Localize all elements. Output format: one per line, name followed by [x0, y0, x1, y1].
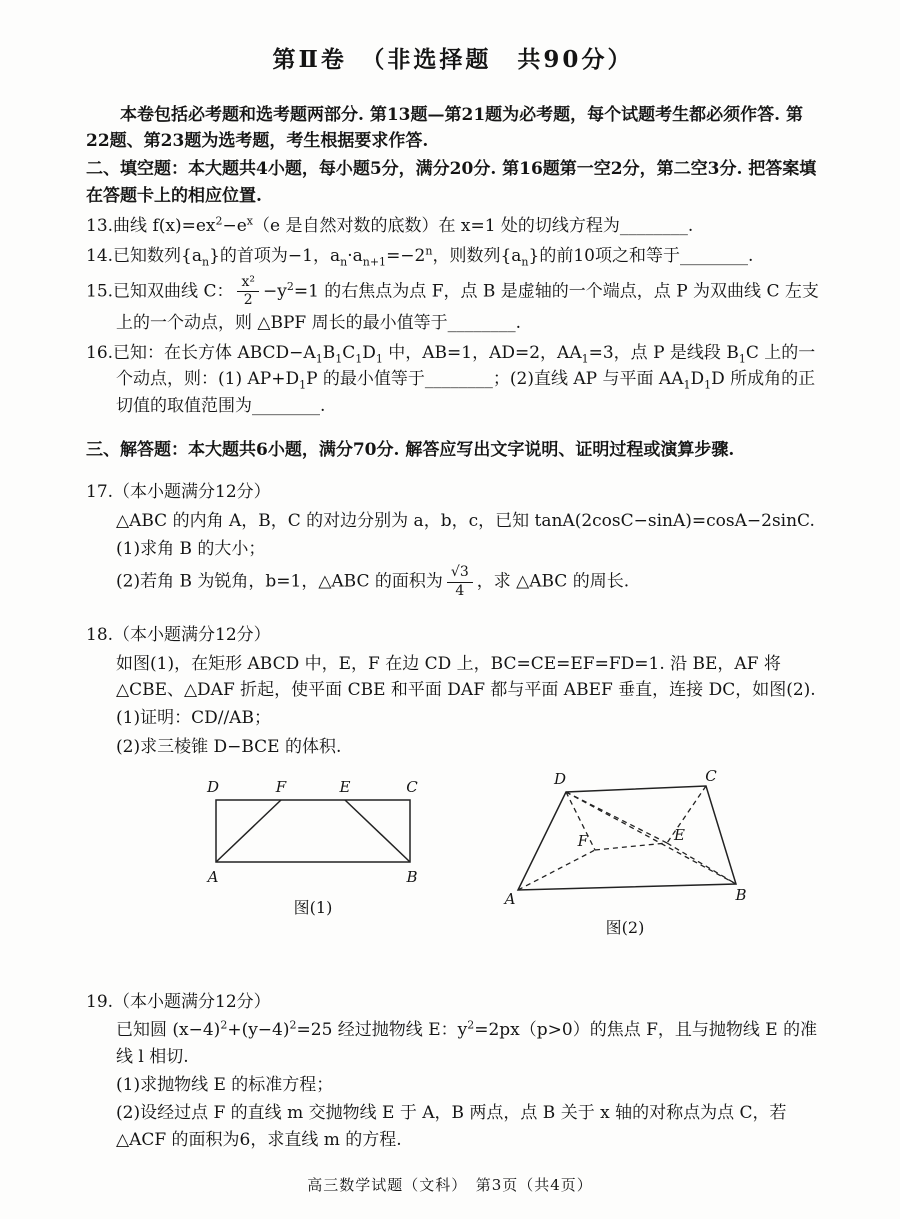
figure-row: [86, 770, 820, 941]
q15-post0: −y: [262, 281, 287, 302]
fig1-label-C: C: [406, 778, 418, 797]
q16-seg2: B: [322, 343, 336, 364]
fig1-label-F: F: [275, 778, 287, 797]
q18-part2: (2)求三棱锥 D−BCE 的体积.: [116, 736, 342, 757]
q16-sub7: 1: [375, 352, 383, 366]
q14-seg2: }的首项为−1，a: [209, 246, 341, 267]
fig2-edge-AF: [518, 850, 595, 890]
q13-sup1: 2: [215, 214, 223, 228]
q14-seg6: =−2: [386, 246, 426, 267]
figure1-caption: 图(1): [293, 898, 333, 918]
q17-fraction: [447, 564, 473, 600]
q16-sub11: 1: [738, 352, 746, 366]
q14-sub1: n: [202, 255, 210, 269]
page-footer: 高三数学试题（文科） 第3页（共4页）: [307, 1175, 593, 1194]
q15-fraction: [237, 274, 259, 310]
fig1-fold-line-EB: [345, 800, 410, 862]
q16-sub15: 1: [683, 378, 691, 392]
q16-seg8: 中，AB=1，AD=2，AA: [382, 343, 582, 364]
q16-seg16: D: [690, 369, 705, 390]
fig2-label-F: F: [577, 832, 588, 851]
q16-seg18: D 所成角的正切值的取值范围为________.: [116, 369, 816, 416]
q17-frac-denominator: 4: [455, 582, 465, 599]
q17-part2: [86, 564, 820, 600]
question-14: [86, 243, 820, 269]
q15-pre: 15.已知双曲线 C：: [86, 281, 234, 302]
q19-sup5: 2: [467, 1018, 475, 1032]
question-19: [86, 989, 820, 1153]
q19-heading: 19.（本小题满分12分）: [86, 991, 271, 1012]
q16-seg12: C 上的一个动点，则：(1) AP+D: [116, 343, 816, 390]
q15-post2: =1 的右焦点为点 F，点 B 是虚轴的一个端点，点 P 为双曲线 C 左支上的一个动点，则 △BPF 周长的最小值等于________.: [116, 281, 819, 333]
q16-sub13: 1: [299, 378, 307, 392]
q19-seg6: =2px（p>0）的焦点 F，且与抛物线 E 的准线 l 相切.: [116, 1020, 818, 1067]
q16-seg6: D: [362, 343, 376, 364]
q17-part2-post: ，求 △ABC 的周长.: [476, 571, 630, 592]
answer-section-header: 三、解答题：本大题共6小题，满分70分. 解答应写出文字说明、证明过程或演算步骤.: [86, 440, 735, 461]
q19-sup1: 2: [220, 1018, 228, 1032]
q13-seg4: （e 是自然对数的底数）在 x=1 处的切线方程为________.: [253, 216, 694, 237]
fig2-label-C: C: [705, 770, 717, 786]
fill-in-section-header: 二、填空题：本大题共4小题，每小题5分，满分20分. 第16题第一空2分，第二空3分. 把答案填在答题卡上的相应位置.: [86, 159, 817, 206]
fig2-edge-CE: [667, 786, 706, 843]
q15-frac-denominator: 2: [243, 292, 253, 309]
q14-sup7: n: [425, 244, 433, 258]
q14-seg10: }的前10项之和等于________.: [528, 246, 754, 267]
q16-sub17: 1: [704, 378, 712, 392]
q16-seg10: =3，点 P 是线段 B: [588, 343, 739, 364]
fig2-edge-FE: [595, 843, 667, 850]
q19-seg0: 已知圆 (x−4): [116, 1020, 221, 1041]
q14-sub5: n+1: [362, 255, 387, 269]
q14-seg4: ·a: [347, 246, 363, 267]
q14-sub3: n: [340, 255, 348, 269]
q13-seg2: −e: [222, 216, 247, 237]
q16-sub3: 1: [335, 352, 343, 366]
q18-line1: 如图(1)，在矩形 ABCD 中，E，F 在边 CD 上，BC=CE=EF=FD=1. 沿 BE，AF 将 △CBE、△DAF 折起，使平面 CBE 和平面 DAF 都与平面 ABEF 垂直，连接 DC，如图(2).: [116, 653, 816, 701]
q16-seg4: C: [342, 343, 356, 364]
page-title: 第Ⅱ卷 （非选择题 共90分）: [272, 46, 634, 73]
question-17: [86, 479, 820, 600]
q16-seg14: P 的最小值等于________；(2)直线 AP 与平面 AA: [306, 369, 684, 390]
q16-seg0: 16.已知：在长方体 ABCD−A: [86, 343, 316, 364]
q17-part1: (1)求角 B 的大小；: [116, 539, 266, 560]
q14-sub9: n: [521, 255, 529, 269]
q13-seg0: 13.曲线 f(x)=ex: [86, 216, 216, 237]
fig1-rectangle: [216, 800, 410, 862]
q19-sup3: 2: [289, 1018, 297, 1032]
q15-frac-numerator: x²: [237, 274, 259, 293]
q13-sup3: x: [246, 214, 254, 228]
q17-part2-pre: (2)若角 B 为锐角，b=1，△ABC 的面积为: [116, 571, 443, 592]
figure-1: [196, 770, 430, 941]
q16-sub5: 1: [355, 352, 363, 366]
fig1-label-A: A: [207, 868, 219, 887]
q19-seg2: +(y−4): [227, 1020, 290, 1041]
q19-line1: [86, 1017, 820, 1070]
q14-seg8: ，则数列{a: [432, 246, 522, 267]
fig1-label-D: D: [206, 778, 220, 797]
q19-seg4: =25 经过抛物线 E：y: [296, 1020, 468, 1041]
fig2-diagonal-DB: [566, 792, 736, 884]
fig2-label-A: A: [504, 890, 516, 909]
q19-part2: (2)设经过点 F 的直线 m 交抛物线 E 于 A，B 两点，点 B 关于 x 轴的对称点为点 C，若 △ACF 的面积为6，求直线 m 的方程.: [116, 1103, 787, 1150]
q14-seg0: 14.已知数列{a: [86, 246, 202, 267]
figure2-folded-solid-diagram: [500, 770, 750, 912]
q17-frac-numerator: √3: [447, 564, 473, 583]
fig2-label-D: D: [553, 770, 567, 789]
intro-paragraph: 本卷包括必考题和选考题两部分. 第13题—第21题为必考题，每个试题考生都必须作答. 第22题、第23题为选考题，考生根据要求作答.: [86, 104, 803, 151]
question-13: [86, 213, 820, 239]
question-16: [86, 340, 820, 419]
fig1-fold-line-AF: [216, 800, 281, 862]
q18-heading: 18.（本小题满分12分）: [86, 625, 271, 646]
fig2-outline: [518, 786, 736, 890]
fig1-label-B: B: [406, 868, 418, 887]
figure1-rectangle-diagram: [196, 770, 430, 892]
figure2-caption: 图(2): [605, 918, 645, 938]
q18-part1: (1)证明：CD//AB；: [116, 708, 271, 729]
q17-line1: △ABC 的内角 A，B，C 的对边分别为 a，b，c，已知 tanA(2cosC−sinA)=cosA−2sinC.: [116, 510, 815, 531]
figure-2: [500, 770, 750, 941]
q16-sub1: 1: [315, 352, 323, 366]
fig1-label-E: E: [339, 778, 351, 797]
q17-heading: 17.（本小题满分12分）: [86, 482, 271, 503]
question-15: [86, 274, 820, 336]
q19-part1: (1)求抛物线 E 的标准方程；: [116, 1075, 334, 1095]
q16-sub9: 1: [581, 352, 589, 366]
question-18: [86, 622, 820, 941]
q15-sup1: 2: [286, 279, 294, 293]
fig2-label-E: E: [674, 826, 685, 845]
fig2-label-B: B: [735, 886, 747, 905]
